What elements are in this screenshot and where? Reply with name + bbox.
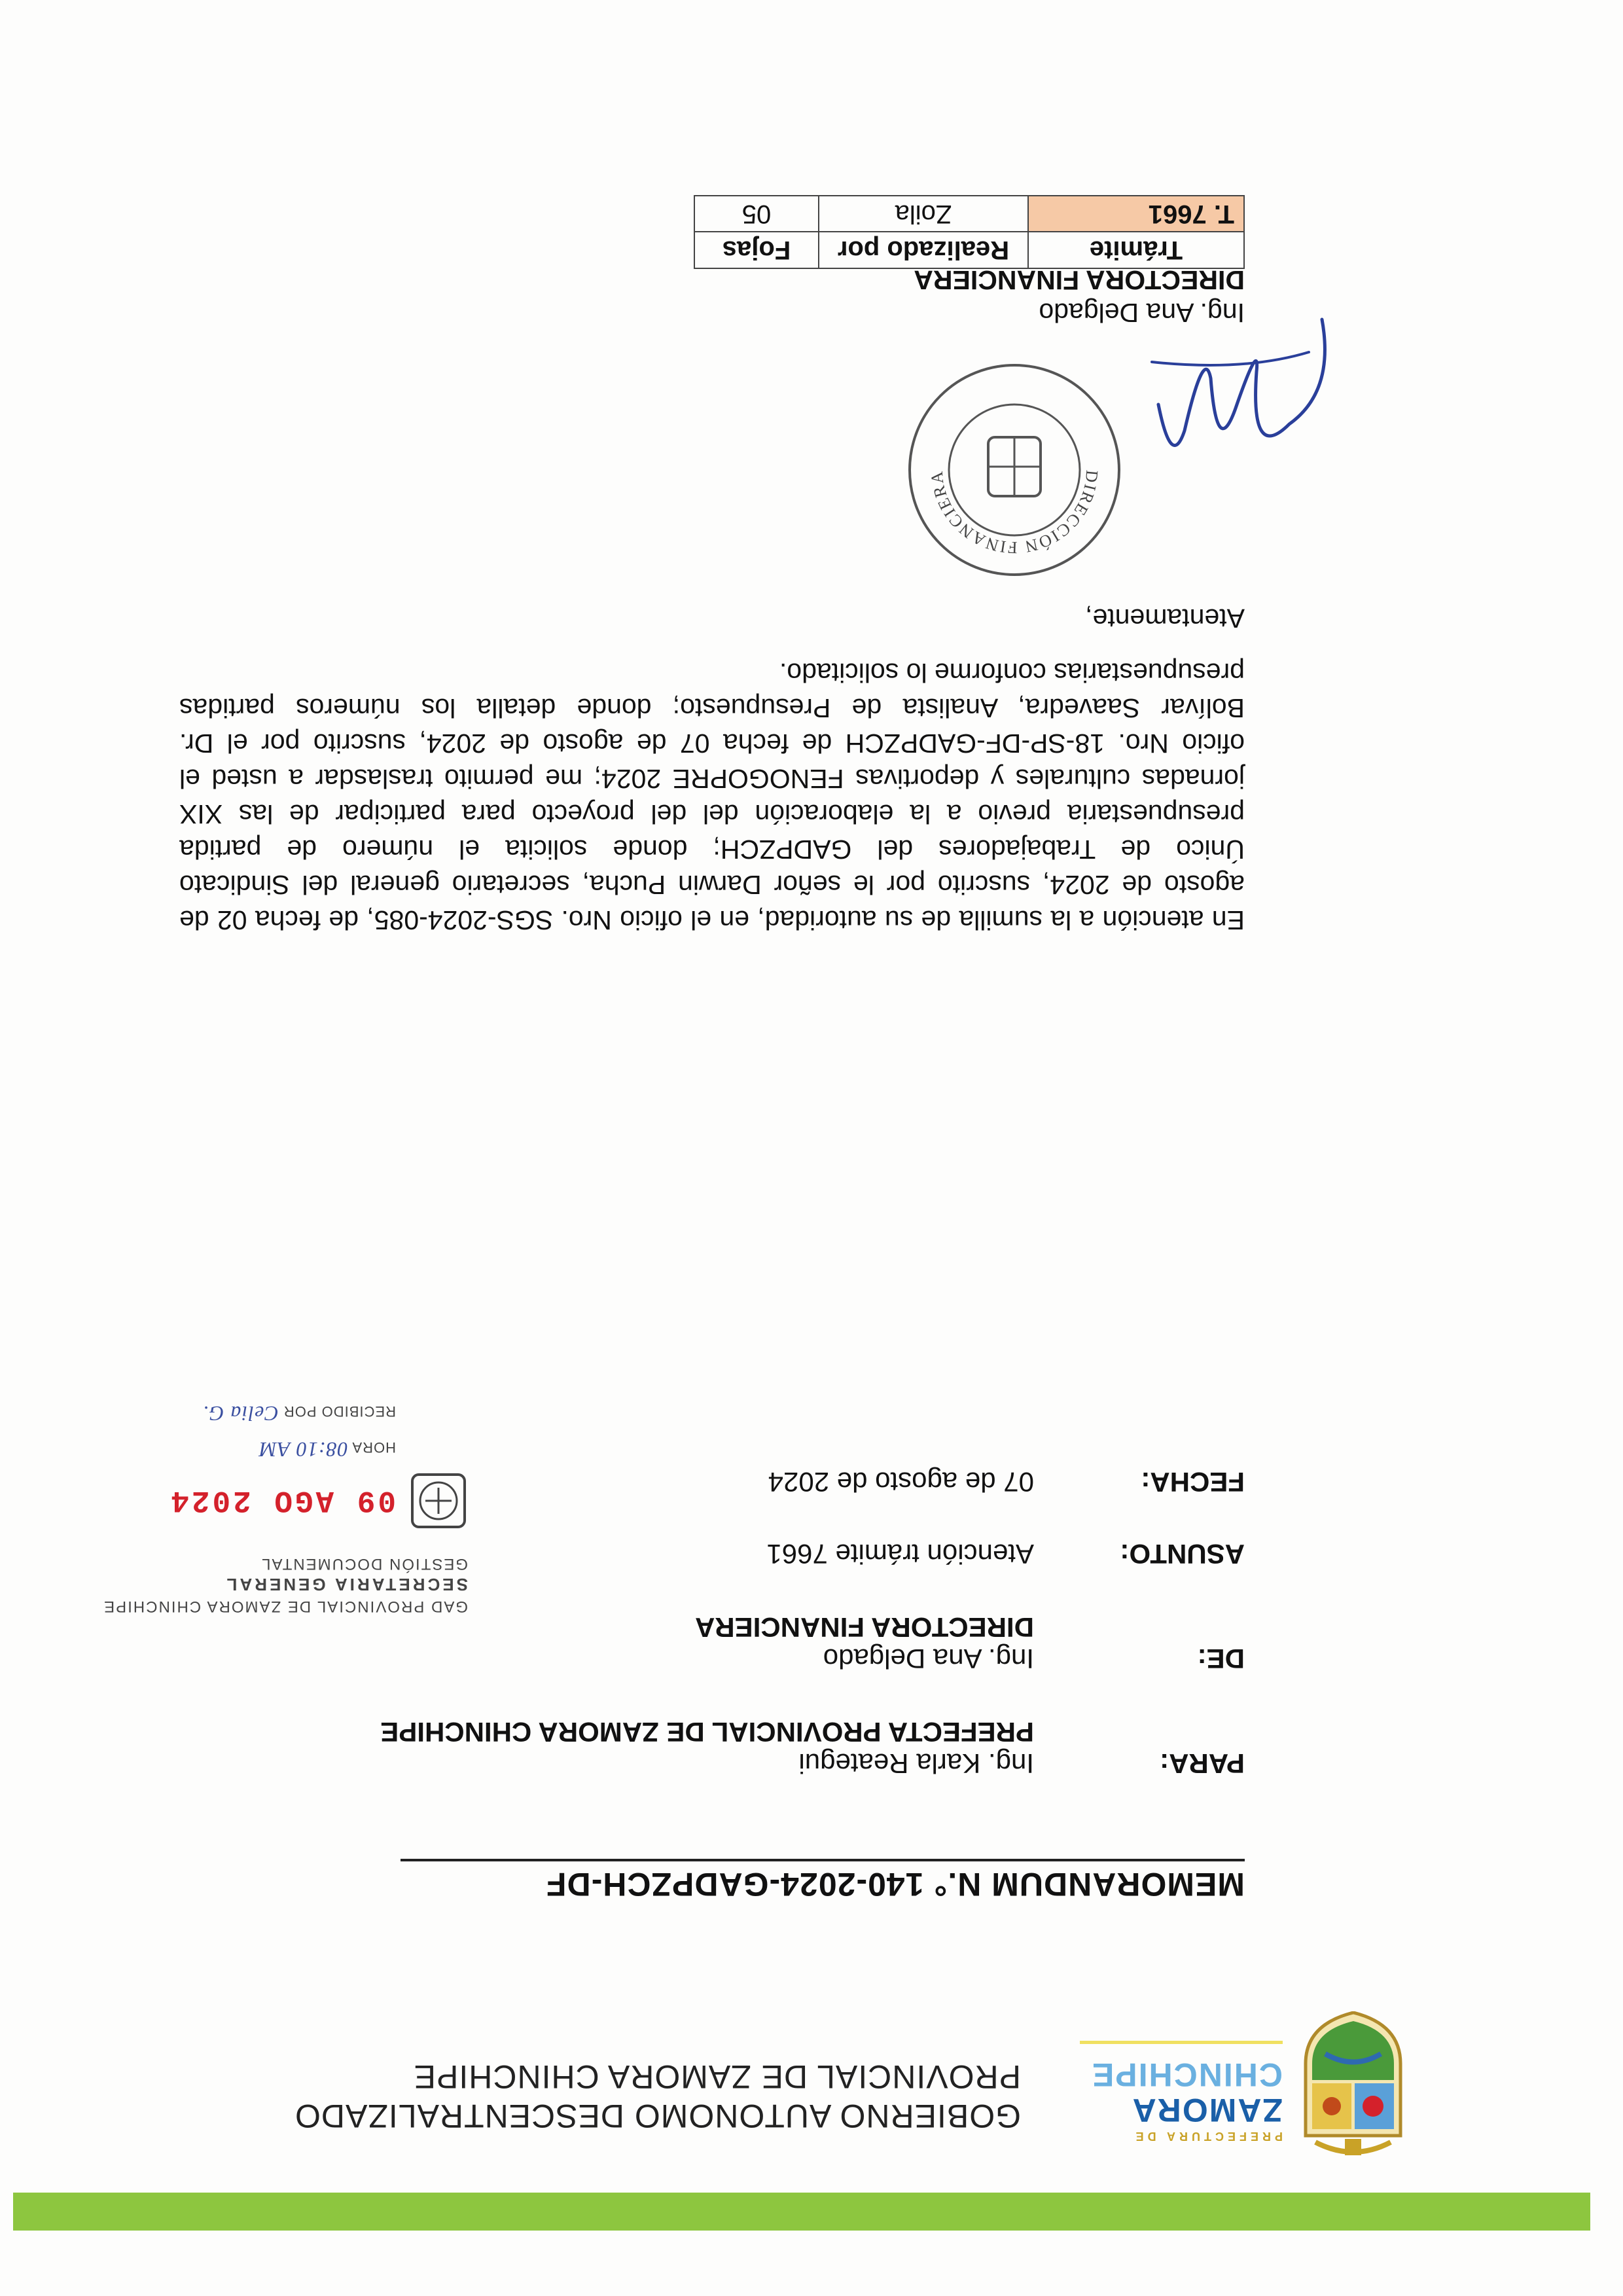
stamp-line-2: SECRETARIA GENERAL xyxy=(224,1575,468,1594)
brand-underline xyxy=(1080,2041,1283,2044)
recibido-label: RECIBIDO POR xyxy=(283,1403,396,1420)
routing-table xyxy=(694,195,1245,269)
para-title: PREFECTA PROVINCIAL DE ZAMORA CHINCHIPE xyxy=(380,1717,1034,1748)
memo-title: MEMORANDUM N.° 140-2024-GADPZCH-DF xyxy=(401,1859,1245,1903)
seal-text: DIRECCIÓN FINANCIERA xyxy=(927,469,1102,558)
fecha-value: 07 de agosto de 2024 xyxy=(768,1467,1034,1498)
asunto-value: Atención trámite 7661 xyxy=(766,1539,1034,1570)
recibido-value: Celia G. xyxy=(202,1402,279,1426)
de-title: DIRECTORA FINANCIERA xyxy=(694,1612,1034,1643)
prefecture-crest-icon xyxy=(1299,2011,1407,2162)
memo-body: En atención a la sumilla de su autoridad, en el oficio Nro. SGS-2024-085, de fecha 02 de agosto de 2024, suscrito por le señor Darwin Pucha, secretario general del Sindicato Único de Trabajadores del GADPZCH; donde solicita el número de partida presupuestaria previo a la elaboración del del proyecto para participar de las XIX jornadas culturales y deportivas FENOGOPRE 2024; me permito traslasdar a usted el oficio Nro. 18-SP-DF-GADPZCH de fecha 07 de agosto de 2024, suscrito por el Dr. Bolívar Saavedra, Analista de Presupuesto; donde detalla los números partidas presupuestarias conforme lo solicitado. xyxy=(179,658,1245,935)
handwritten-signature-icon xyxy=(1139,306,1348,503)
signatory-title: DIRECTORA FINANCIERA xyxy=(914,265,1245,295)
signatory xyxy=(914,264,1245,329)
closing: Atentamente, xyxy=(1085,603,1245,634)
asunto-label: ASUNTO: xyxy=(1120,1539,1245,1570)
gov-line-1: GOBIERNO AUTONOMO DESCENTRALIZADO xyxy=(294,2098,1021,2134)
stamp-hora xyxy=(259,1437,396,1462)
stamp-line-3: GESTIÓN DOCUMENTAL xyxy=(260,1555,468,1573)
routing-data-row xyxy=(694,196,1244,232)
fecha-label: FECHA: xyxy=(1141,1467,1245,1498)
stamp-emblem-icon xyxy=(409,1471,468,1530)
stamp-recibido xyxy=(202,1401,396,1426)
de-label: DE: xyxy=(1197,1643,1245,1674)
routing-header-realizado: Realizado por xyxy=(819,232,1028,268)
routing-header-fojas: Fojas xyxy=(694,232,819,268)
routing-cell-tramite: T. 7661 xyxy=(1028,196,1244,232)
brand-line-1: ZAMORA xyxy=(1131,2092,1283,2128)
brand-wordmark xyxy=(1047,2041,1283,2142)
de-name: Ing. Ana Delgado xyxy=(823,1643,1034,1674)
stamp-date: 09 AGO 2024 xyxy=(168,1483,396,1517)
brand-line-2: CHINCHIPE xyxy=(1090,2056,1283,2093)
routing-header-tramite: Trámite xyxy=(1028,232,1244,268)
routing-cell-fojas: 05 xyxy=(694,196,819,232)
routing-cell-realizado: Zoila xyxy=(819,196,1028,232)
official-seal-icon xyxy=(903,359,1126,581)
header-green-bar xyxy=(13,2193,1590,2231)
hora-value: 08:10 AM xyxy=(259,1438,348,1462)
signatory-name: Ing. Ana Delgado xyxy=(1039,298,1245,328)
routing-header-row xyxy=(694,232,1244,268)
brand-prefix: PREFECTURA DE xyxy=(1132,2130,1283,2143)
government-name xyxy=(170,2057,1021,2136)
gov-line-2: PROVINCIAL DE ZAMORA CHINCHIPE xyxy=(413,2058,1021,2095)
hora-label: HORA xyxy=(352,1439,396,1456)
para-name: Ing. Karla Reategui xyxy=(798,1748,1034,1779)
stamp-line-1: GAD PROVINCIAL DE ZAMORA CHINCHIPE xyxy=(103,1598,468,1615)
para-label: PARA: xyxy=(1160,1748,1245,1779)
reception-stamp xyxy=(75,1402,468,1615)
